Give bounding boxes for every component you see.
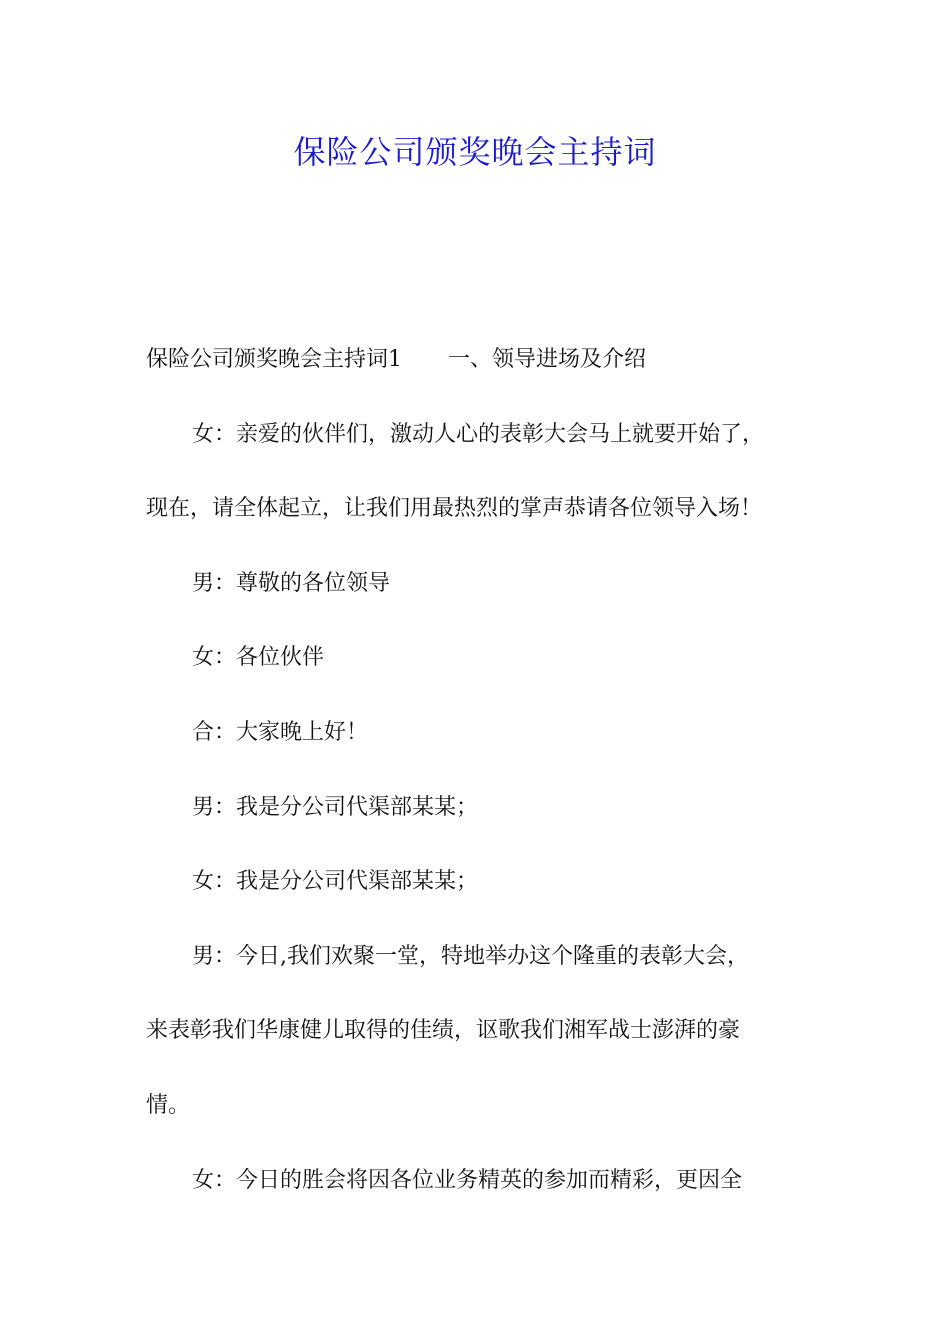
document-body	[146, 338, 826, 1233]
heading-title: 保险公司颁奖晚会主持词1	[146, 347, 402, 372]
paragraph-line: 女：各位伙伴	[192, 645, 325, 671]
document-title: 保险公司颁奖晚会主持词	[293, 133, 657, 171]
paragraph-line: 女：今日的胜会将因各位业务精英的参加而精彩，更因全	[192, 1167, 743, 1193]
paragraph-line: 男：我是分公司代渠部某某；	[192, 794, 479, 820]
paragraph-line: 男：今日,我们欢聚一堂，特地举办这个隆重的表彰大会，	[192, 943, 749, 969]
paragraph-line: 情。	[146, 1092, 191, 1118]
paragraph-line: 合：大家晚上好！	[192, 719, 369, 745]
paragraph-line: 来表彰我们华康健儿取得的佳绩，讴歌我们湘军战士澎湃的豪	[146, 1018, 741, 1044]
section-heading	[146, 338, 826, 413]
heading-section: 一、领导进场及介绍	[448, 347, 647, 372]
paragraph-line: 女：我是分公司代渠部某某；	[192, 869, 479, 895]
paragraph-line: 现在，请全体起立，让我们用最热烈的掌声恭请各位领导入场！	[146, 496, 763, 522]
paragraph-line: 男：尊敬的各位领导	[192, 570, 391, 596]
paragraph-line: 女：亲爱的伙伴们，激动人心的表彰大会马上就要开始了，	[192, 421, 765, 447]
